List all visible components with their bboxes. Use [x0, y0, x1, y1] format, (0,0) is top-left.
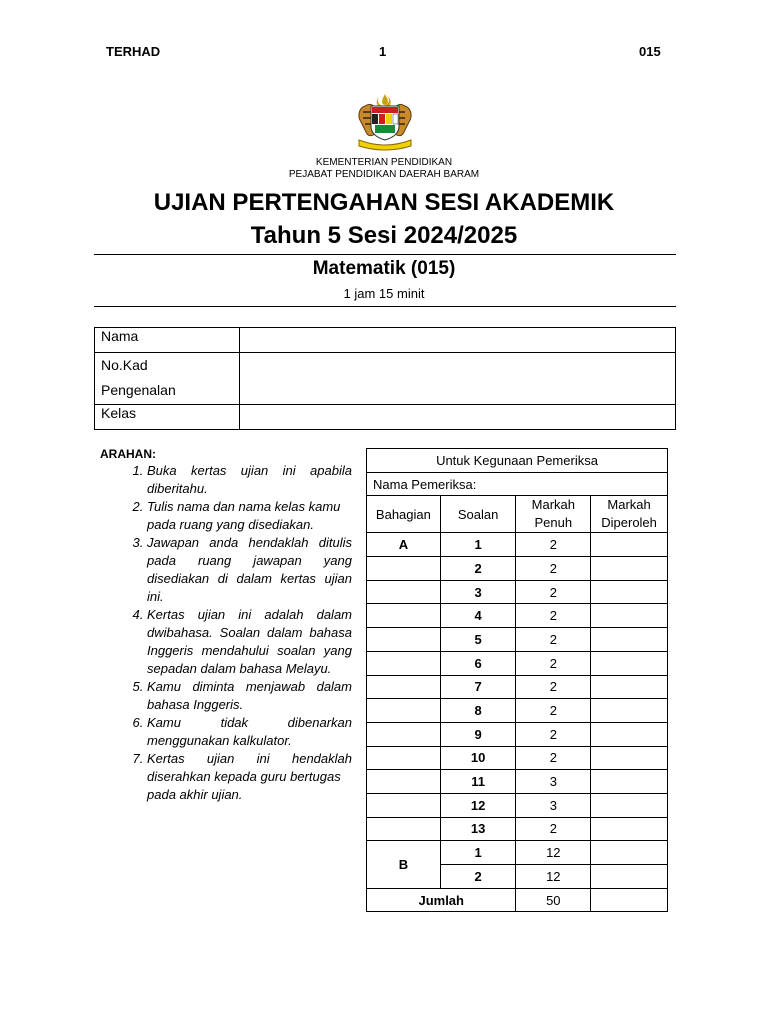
- question-number: 6: [440, 651, 516, 675]
- marks-row: [367, 651, 668, 675]
- section-cell: [367, 817, 441, 841]
- marks-row: [367, 604, 668, 628]
- question-number: 1: [440, 841, 516, 865]
- marks-obtained-field[interactable]: [591, 865, 668, 889]
- marks-obtained-field[interactable]: [591, 557, 668, 581]
- marks-obtained-field[interactable]: [591, 722, 668, 746]
- question-number: 12: [440, 793, 516, 817]
- instruction-item-text: Tulis nama dan nama kelas kamu: [147, 499, 341, 514]
- full-marks: 2: [516, 533, 591, 557]
- header-left: TERHAD: [106, 44, 161, 59]
- district-office-name: PEJABAT PENDIDIKAN DAERAH BARAM: [288, 169, 480, 180]
- question-number: 5: [440, 628, 516, 652]
- full-marks: 2: [516, 580, 591, 604]
- class-field[interactable]: [240, 405, 676, 430]
- page-number: 1: [379, 44, 387, 59]
- section-cell: [367, 699, 441, 723]
- marks-obtained-field[interactable]: [591, 580, 668, 604]
- section-cell: A: [367, 533, 441, 557]
- section-cell: [367, 580, 441, 604]
- examiner-marks-table: [366, 448, 668, 912]
- examiner-table-title: Untuk Kegunaan Pemeriksa: [367, 449, 668, 473]
- full-marks: 2: [516, 651, 591, 675]
- instruction-item-text: pada ruang yang disediakan.: [147, 517, 314, 532]
- question-number: 13: [440, 817, 516, 841]
- ic-label: [95, 353, 240, 405]
- marks-obtained-field[interactable]: [591, 604, 668, 628]
- instruction-item: 1. Buka kertas ujian ini apabila diberitahu.: [147, 462, 352, 498]
- section-cell: [367, 793, 441, 817]
- class-label: Kelas: [95, 405, 240, 430]
- section-cell: [367, 722, 441, 746]
- col-header-section: Bahagian: [367, 496, 441, 533]
- col-header-text: Markah: [531, 497, 575, 513]
- question-number: 8: [440, 699, 516, 723]
- full-marks: 3: [516, 793, 591, 817]
- ic-label-line2: Pengenalan: [101, 382, 176, 398]
- question-number: 2: [440, 557, 516, 581]
- marks-obtained-field[interactable]: [591, 699, 668, 723]
- marks-obtained-field[interactable]: [591, 651, 668, 675]
- total-full-marks: 50: [516, 888, 591, 912]
- col-header-marks-obtained: [591, 496, 668, 533]
- exam-duration: 1 jam 15 minit: [343, 286, 425, 301]
- subject-title: Matematik (015): [312, 258, 456, 279]
- instructions: [100, 447, 352, 804]
- col-header-text: Markah: [607, 497, 651, 513]
- marks-row: [367, 841, 668, 865]
- instruction-item: 4. Kertas ujian ini adalah dalam dwibahasa. Soalan dalam bahasa Inggeris mendahului soalan yang sepadan dalam bahasa Melayu.: [147, 606, 352, 678]
- full-marks: 2: [516, 628, 591, 652]
- col-header-full-marks: [516, 496, 591, 533]
- question-number: 11: [440, 770, 516, 794]
- full-marks: 12: [516, 841, 591, 865]
- marks-row: [367, 722, 668, 746]
- section-cell: B: [367, 841, 441, 888]
- examiner-name-label: Nama Pemeriksa:: [367, 472, 668, 496]
- marks-obtained-field[interactable]: [591, 841, 668, 865]
- section-cell: [367, 651, 441, 675]
- instruction-item: 3. Jawapan anda hendaklah ditulis pada ruang jawapan yang disediakan di dalam kertas ujian ini.: [147, 534, 352, 606]
- question-number: 3: [440, 580, 516, 604]
- marks-row: [367, 793, 668, 817]
- marks-obtained-field[interactable]: [591, 628, 668, 652]
- exam-year-session: Tahun 5 Sesi 2024/2025: [250, 222, 518, 249]
- section-cell: [367, 746, 441, 770]
- marks-row: [367, 580, 668, 604]
- ic-label-line1: No.Kad: [101, 357, 148, 373]
- full-marks: 12: [516, 865, 591, 889]
- instruction-item-text: pada akhir ujian.: [147, 787, 243, 802]
- full-marks: 2: [516, 817, 591, 841]
- candidate-info-table: [94, 327, 676, 430]
- instructions-heading: ARAHAN:: [100, 447, 156, 461]
- instruction-item: 5. Kamu diminta menjawab dalam bahasa Inggeris.: [147, 678, 352, 714]
- marks-row: [367, 699, 668, 723]
- title-divider-top: [94, 254, 676, 255]
- question-number: 7: [440, 675, 516, 699]
- paper-code: 015: [639, 44, 661, 59]
- ministry-name: KEMENTERIAN PENDIDIKAN: [315, 157, 453, 168]
- marks-row: [367, 675, 668, 699]
- total-label: Jumlah: [367, 888, 516, 912]
- section-cell: [367, 604, 441, 628]
- instruction-item: 6. Kamu tidak dibenarkan menggunakan kalkulator.: [147, 714, 352, 750]
- name-field[interactable]: [240, 328, 676, 353]
- marks-row: [367, 817, 668, 841]
- question-number: 9: [440, 722, 516, 746]
- full-marks: 2: [516, 746, 591, 770]
- marks-obtained-field[interactable]: [591, 533, 668, 557]
- marks-row: [367, 746, 668, 770]
- section-cell: [367, 770, 441, 794]
- question-number: 1: [440, 533, 516, 557]
- marks-row: [367, 628, 668, 652]
- total-marks-obtained[interactable]: [591, 888, 668, 912]
- full-marks: 2: [516, 557, 591, 581]
- coat-of-arms-icon: [335, 92, 435, 154]
- ic-field[interactable]: [240, 353, 676, 405]
- name-label: Nama: [95, 328, 240, 353]
- marks-obtained-field[interactable]: [591, 746, 668, 770]
- question-number: 2: [440, 865, 516, 889]
- marks-row: [367, 533, 668, 557]
- marks-row: [367, 770, 668, 794]
- instruction-item-text: Kertas ujian ini hendaklah diserahkan kepada guru bertugas: [147, 751, 352, 784]
- section-cell: [367, 628, 441, 652]
- full-marks: 3: [516, 770, 591, 794]
- col-header-question: Soalan: [440, 496, 516, 533]
- marks-obtained-field[interactable]: [591, 817, 668, 841]
- full-marks: 2: [516, 699, 591, 723]
- full-marks: 2: [516, 722, 591, 746]
- exam-title: UJIAN PERTENGAHAN SESI AKADEMIK: [153, 189, 615, 216]
- marks-obtained-field[interactable]: [591, 675, 668, 699]
- col-header-text: Diperoleh: [601, 515, 657, 531]
- marks-obtained-field[interactable]: [591, 770, 668, 794]
- title-divider-bottom: [94, 306, 676, 307]
- question-number: 10: [440, 746, 516, 770]
- section-cell: [367, 675, 441, 699]
- instruction-item: [147, 750, 352, 804]
- question-number: 4: [440, 604, 516, 628]
- section-cell: [367, 557, 441, 581]
- full-marks: 2: [516, 604, 591, 628]
- marks-obtained-field[interactable]: [591, 793, 668, 817]
- full-marks: 2: [516, 675, 591, 699]
- col-header-text: Penuh: [534, 515, 573, 531]
- instruction-item: [147, 498, 352, 534]
- marks-row: [367, 557, 668, 581]
